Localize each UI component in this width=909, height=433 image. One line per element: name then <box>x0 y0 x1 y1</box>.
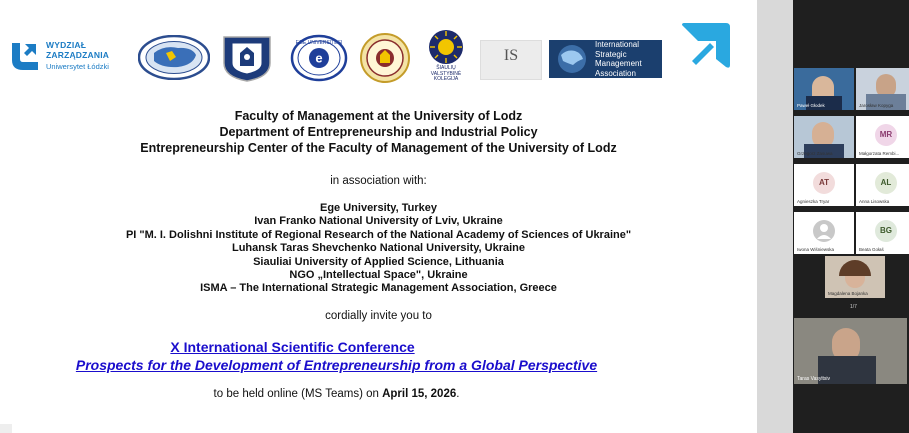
siauliai-logo-text: ŠIAULIŲ VALSTYBINĖ KOLEGIJA <box>430 65 462 82</box>
siauliai-college-logo-icon <box>423 28 469 66</box>
ege-university-logo-icon <box>290 34 348 82</box>
wz-logo-subtitle: Uniwersytet Łódzki <box>46 62 109 71</box>
held-online-text: to be held online (MS Teams) on April 15, 2026. <box>213 388 460 400</box>
partner-item: Siauliai University of Applied Science, Lithuania <box>253 255 504 268</box>
corner-indicator <box>0 424 12 433</box>
isma-logo-text: International Strategic Management Association <box>595 40 642 78</box>
presenter-name: Taras Vasyltsiv <box>797 376 830 382</box>
participant-name: Magdalena Bojanka <box>828 291 868 296</box>
participant-pager[interactable]: 1/7 <box>850 304 857 310</box>
participant-tile[interactable] <box>794 68 854 110</box>
participant-avatar: AT <box>813 172 835 194</box>
partner-item: Ivan Franko National University of Lviv, Ukraine <box>254 215 503 228</box>
partners-list <box>0 202 757 296</box>
header-line-3: Entrepreneurship Center of the Faculty of Management of the University of Lodz <box>140 141 617 155</box>
participant-name: Małgorzata Rembi... <box>859 151 900 156</box>
participant-name: Agnieszka Tryar <box>797 199 830 204</box>
participant-tile[interactable] <box>856 212 909 254</box>
header-line-2: Department of Entrepreneurship and Industrial Policy <box>219 125 538 139</box>
globe-icon <box>553 43 591 75</box>
ege-logo-text: EGE UNIVERSITESI <box>295 40 343 46</box>
conference-date: April 15, 2026 <box>382 388 457 400</box>
participant-avatar: BG <box>875 220 897 242</box>
ukraine-academy-logo-icon <box>138 35 210 80</box>
person-icon <box>813 220 835 242</box>
participant-tile[interactable] <box>794 116 854 158</box>
luhansk-university-seal-icon <box>356 33 414 83</box>
conference-title-link[interactable]: X International Scientific Conference <box>170 339 415 355</box>
participant-avatar: MR <box>875 124 897 146</box>
participant-name: Jarosław Kopyga <box>859 103 894 108</box>
participant-tile[interactable] <box>856 116 909 158</box>
participant-tile[interactable] <box>856 68 909 110</box>
participant-tile[interactable] <box>794 212 854 254</box>
partner-item: Luhansk Taras Shevchenko National University, Ukraine <box>231 242 526 255</box>
partner-item: Ege University, Turkey <box>320 202 437 214</box>
participant-name: Grzegorz Zasuwa <box>797 151 833 156</box>
partner-item: PI "M. I. Dolishni Institute of Regional Research of the National Academy of Sciences of Ukraine" <box>125 228 632 241</box>
arrow-logo-icon <box>680 21 732 71</box>
partner-item: NGO „Intellectual Space", Ukraine <box>289 269 468 282</box>
logos-row <box>0 26 757 86</box>
presenter-video[interactable] <box>794 318 907 384</box>
wz-logo-title: WYDZIAŁ ZARZĄDZANIA <box>46 40 110 60</box>
participant-name: Beata Gołaś <box>859 247 884 252</box>
participant-avatar: AL <box>875 172 897 194</box>
participant-tile[interactable] <box>794 164 854 206</box>
panel-separator <box>757 0 793 433</box>
participant-tile[interactable] <box>825 256 885 298</box>
participant-name: Paweł Głodek <box>797 103 825 108</box>
wz-logo-icon <box>8 40 42 74</box>
participant-name: Anna Lisowska <box>859 199 890 204</box>
partner-item: ISMA – The International Strategic Management Association, Greece <box>200 282 557 295</box>
invite-text: cordially invite you to <box>325 310 432 322</box>
is-logo-text: IS <box>503 47 519 64</box>
participant-name: Iwona Wiśniewska <box>797 247 835 252</box>
svg-text:e: e <box>315 50 323 66</box>
conference-subtitle-link[interactable]: Prospects for the Development of Entrepreneurship from a Global Perspective <box>75 357 598 373</box>
association-label: in association with: <box>330 175 427 187</box>
lviv-university-crest-icon <box>218 33 276 83</box>
participant-tile[interactable] <box>856 164 909 206</box>
header-line-1: Faculty of Management at the University of Lodz <box>234 109 523 123</box>
